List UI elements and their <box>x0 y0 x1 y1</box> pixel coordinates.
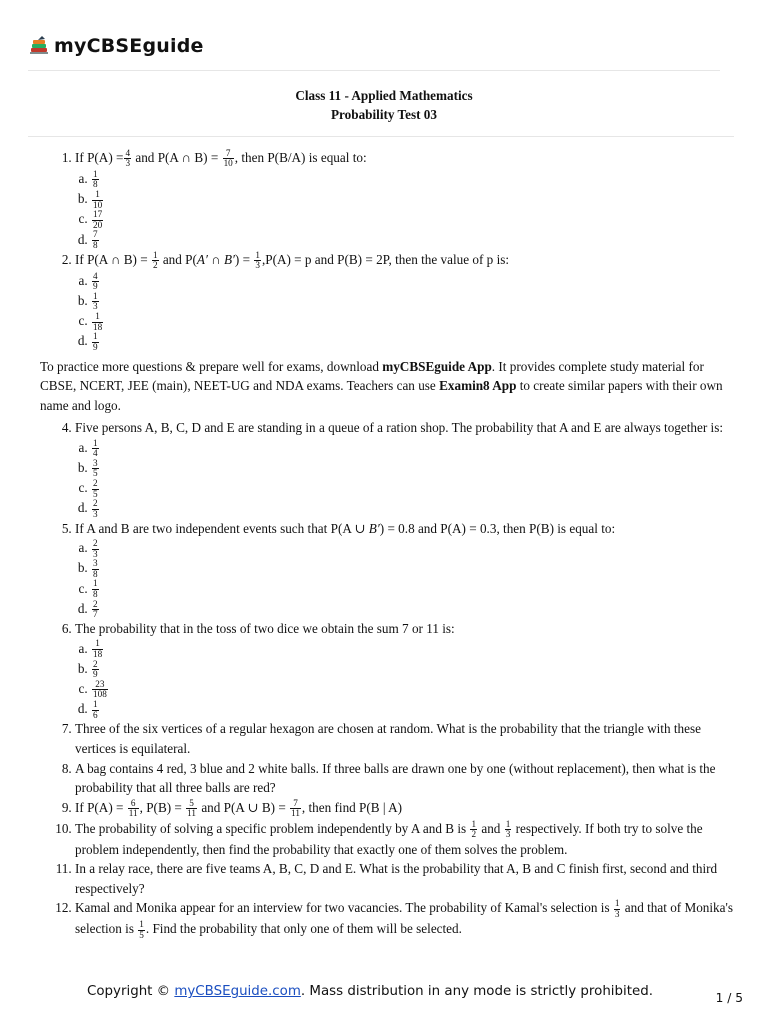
option-b: b. $\frac{1}{3}$ <box>91 291 734 311</box>
option-a: a. $\frac{1}{4}$ <box>91 438 734 458</box>
option-b: b. $\frac{3}{8}$ <box>91 558 734 578</box>
fraction: $\frac{4}{3}$ <box>125 147 131 169</box>
question-11: 12. Kamal and Monika appear for an interview for two vacancies. The probability of Kamal's selection is $\frac{1}{3}$ and that of Monika's selection is $\frac{1}{5}$ . Find the probability that only one of them will be selected. <box>75 898 734 940</box>
option-d: d. $\frac{1}{9}$ <box>91 331 734 351</box>
option-c: c. $\frac{1}{8}$ <box>91 579 734 599</box>
option-a: a. $\frac{2}{3}$ <box>91 538 734 558</box>
copyright-footer: Copyright © myCBSEguide.com. Mass distribution in any mode is strictly prohibited. <box>87 984 653 999</box>
fraction: $\frac{7}{10}$ <box>223 147 233 169</box>
footer-site-link[interactable]: myCBSEguide.com <box>174 984 301 999</box>
question-9: 10. The probability of solving a specific problem independently by A and B is $\frac{1}{2}$ and $\frac{1}{3}$ respectively. If both try to solve the problem independently, then find the probability that exactly one of them solves the problem. <box>75 819 734 860</box>
fraction: $\frac{1}{3}$ <box>614 898 620 919</box>
question-8: 9. If P(A) = $\frac{6}{11}$ , P(B) = $\frac{5}{11}$ and P(A ∪ B) = $\frac{7}{11}$ , then find P(B | A) <box>75 798 734 819</box>
option-d: d. $\frac{2}{3}$ <box>91 498 734 518</box>
option-a: a. $\frac{1}{18}$ <box>91 639 734 659</box>
question-3: 4. Five persons A, B, C, D and E are standing in a queue of a ration shop. The probability that A and E are always together is: a. $\frac{1}{4}$ b. $\frac{3}{5}$ c. $\frac{2}{5}$ d. $\frac{2}{3}$ <box>75 418 734 518</box>
option-a: a. $\frac{4}{9}$ <box>91 271 734 291</box>
mycbseguide-app-link: myCBSEguide App <box>382 358 492 374</box>
question-4: 5. If A and B are two independent events such that P(A ∪ B′) = 0.8 and P(A) = 0.3, then P(B) is equal to: a. $\frac{2}{3}$ b. $\frac{3}{8}$ c. $\frac{1}{8}$ d. $\frac{2}{7}$ <box>75 519 734 619</box>
question-2: 2. If P(A ∩ B) = $\frac{1}{2}$ and P(A′ ∩ B′) = $\frac{1}{3}$ ,P(A) = p and P(B) = 2P, then the value of p is: a. $\frac{4}{9}$ b. $\frac{1}{3}$ c. $\frac{1}{18}$ d. $\frac{1}{9}$ <box>75 250 734 352</box>
question-6: 7. Three of the six vertices of a regular hexagon are chosen at random. What is the probability that the triangle with these vertices is equilateral. <box>75 719 734 758</box>
fraction: $\frac{1}{3}$ <box>505 818 511 840</box>
fraction: $\frac{1}{2}$ <box>152 249 158 271</box>
fraction: $\frac{5}{11}$ <box>187 797 197 819</box>
option-b: b. $\frac{2}{9}$ <box>91 659 734 679</box>
option-c: c. $\frac{2}{5}$ <box>91 478 734 498</box>
fraction: $\frac{1}{3}$ <box>255 249 260 271</box>
option-a: a. $\frac{1}{8}$ <box>91 169 734 189</box>
question-list <box>40 148 734 940</box>
site-header <box>28 30 204 62</box>
brand-logo-text[interactable]: myCBSEguide <box>54 35 204 57</box>
option-b: b. $\frac{3}{5}$ <box>91 458 734 478</box>
examin8-app-link: Examin8 App <box>439 378 517 394</box>
title-class: Class 11 - Applied Mathematics <box>295 88 473 103</box>
question-7: 8. A bag contains 4 red, 3 blue and 2 white balls. If three balls are drawn one by one (without replacement), then what is the probability that all three balls are red? <box>75 759 734 798</box>
fraction: $\frac{6}{11}$ <box>128 797 138 819</box>
fraction: $\frac{1}{2}$ <box>471 818 477 840</box>
option-c: c. $\frac{1}{18}$ <box>91 311 734 331</box>
option-b: b. $\frac{1}{10}$ <box>91 189 734 209</box>
option-d: d. $\frac{1}{6}$ <box>91 699 734 719</box>
option-c: c. $\frac{23}{108}$ <box>91 679 734 699</box>
promo-paragraph: To practice more questions & prepare well for exams, download myCBSEguide App. It provides complete study material for CBSE, NCERT, JEE (main), NEET-UG and NDA exams. Teachers can use Examin8 App to create similar papers with their own name and logo. <box>40 358 723 413</box>
question-10: 11. In a relay race, there are five teams A, B, C, D and E. What is the probability that A, B and C finish first, second and third respectively? <box>75 859 734 898</box>
fraction: $\frac{1}{5}$ <box>139 919 144 940</box>
option-d: d. $\frac{7}{8}$ <box>91 230 734 250</box>
page-number: 1 / 5 <box>715 991 743 1005</box>
book-stack-icon <box>28 35 50 57</box>
question-1: 1. If P(A) = $\frac{4}{3}$ and P(A ∩ B) = $\frac{7}{10}$ , then P(B/A) is equal to: a. $\frac{1}{8}$ b. $\frac{1}{10}$ c. $\frac{17}{20}$ d. $\frac{7}{8}$ <box>75 148 734 250</box>
title-test: Probability Test 03 <box>330 107 437 122</box>
option-c: c. $\frac{17}{20}$ <box>91 209 734 229</box>
header-divider <box>28 70 720 71</box>
question-5: 6. The probability that in the toss of two dice we obtain the sum 7 or 11 is: a. $\frac{1}{18}$ b. $\frac{2}{9}$ c. $\frac{23}{108}$ d. $\frac{1}{6}$ <box>75 619 734 719</box>
document-title <box>0 86 768 124</box>
title-divider <box>28 136 734 137</box>
option-d: d. $\frac{2}{7}$ <box>91 599 734 619</box>
fraction: $\frac{7}{11}$ <box>291 797 300 819</box>
